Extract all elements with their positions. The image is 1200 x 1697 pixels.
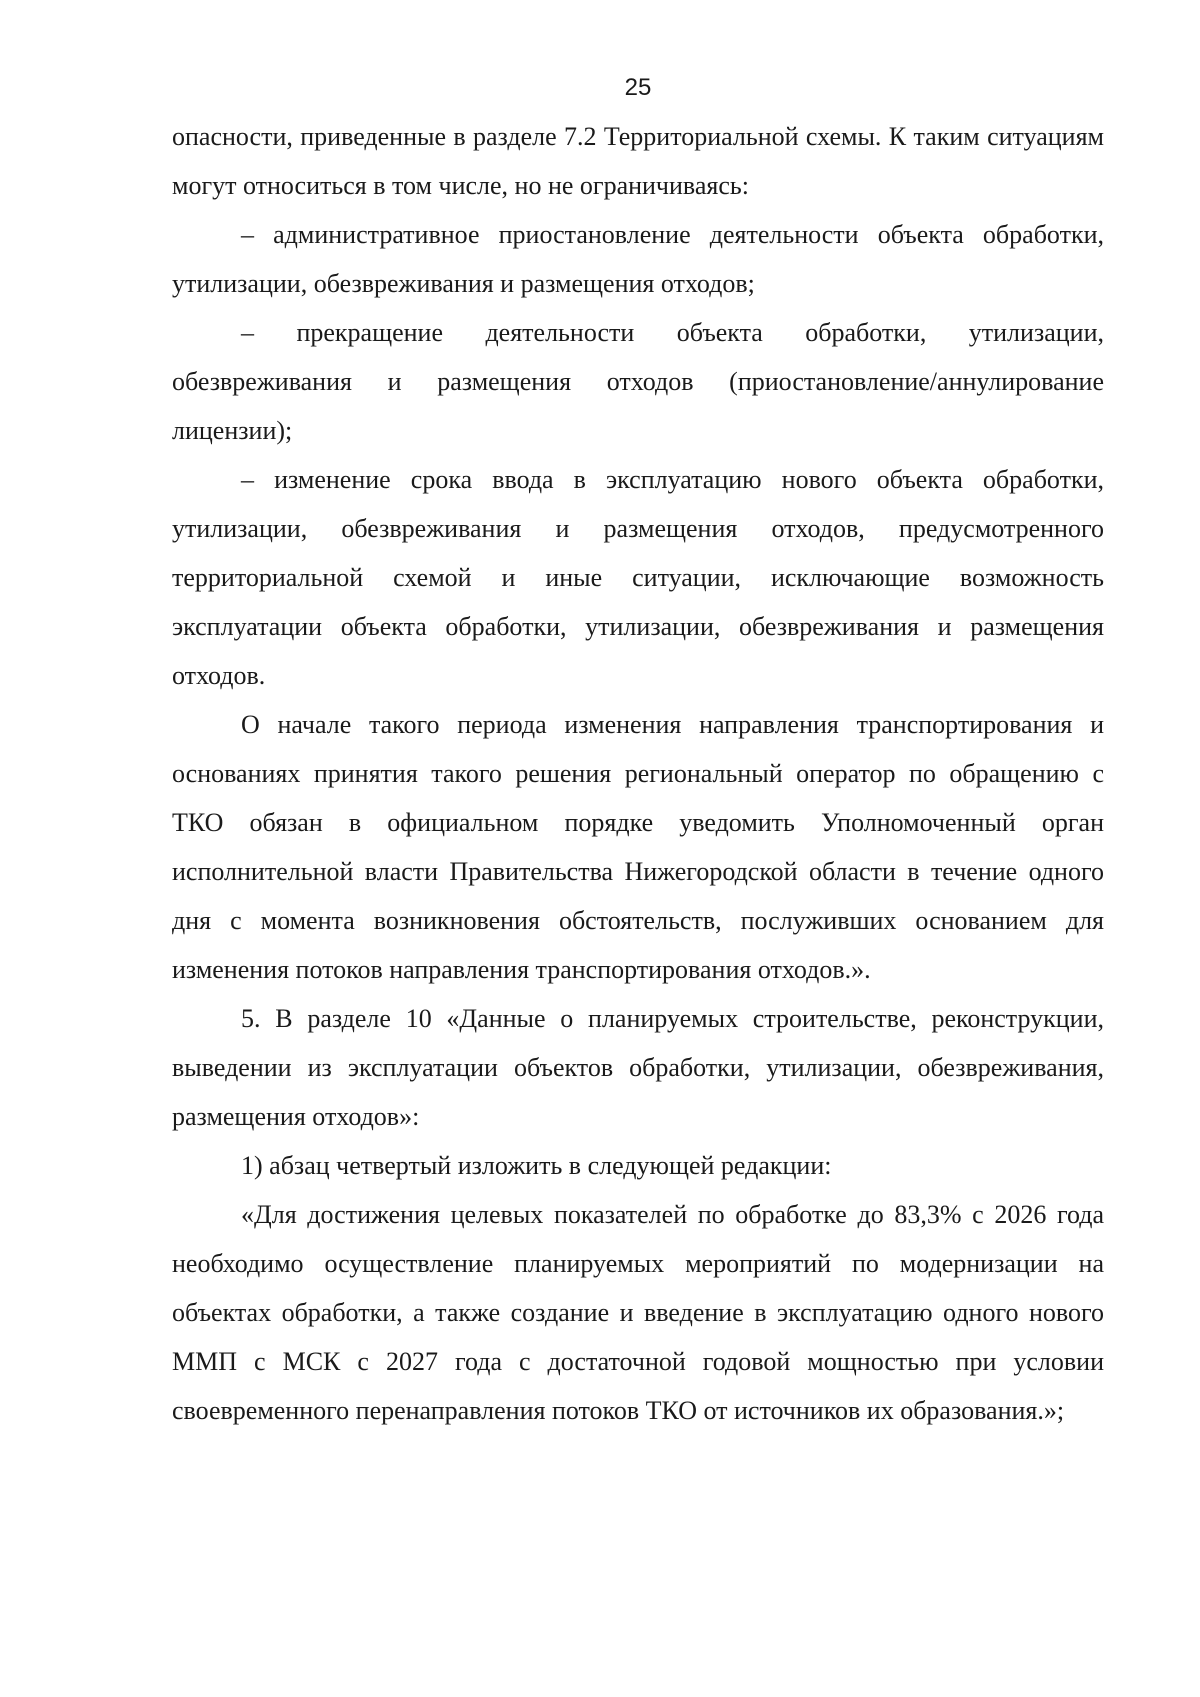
paragraph-continuation: опасности, приведенные в разделе 7.2 Территориальной схемы. К таким ситуациям могут относиться в том числе, но не ограничиваясь: [172, 122, 1104, 200]
page-number: 25 [624, 74, 652, 101]
paragraph-quoted-text: «Для достижения целевых показателей по обработке до 83,3% с 2026 года необходимо осуществление планируемых мероприятий по модернизации на объектах обработки, а также создание и введение в эксплуатацию одного нового ММП с МСК с 2027 года с достаточной годовой мощностью при условии своевременного перенаправления потоков ТКО от источников их образования.»; [172, 1200, 1104, 1425]
paragraph-section-10: 5. В разделе 10 «Данные о планируемых строительстве, реконструкции, выведении из эксплуатации объектов обработки, утилизации, обезвреживания, размещения отходов»: [172, 1004, 1104, 1131]
paragraph-notification: О начале такого периода изменения направления транспортирования и основаниях принятия такого решения региональный оператор по обращению с ТКО обязан в официальном порядке уведомить Уполномоченный орган исполнительной власти Правительства Нижегородской области в течение одного дня с момента возникновения обстоятельств, послуживших основанием для изменения потоков направления транспортирования отходов.». [172, 710, 1104, 984]
list-item-administrative-suspension: – административное приостановление деятельности объекта обработки, утилизации, обезвреживания и размещения отходов; [172, 220, 1104, 298]
paragraph-amendment-item: 1) абзац четвертый изложить в следующей редакции: [241, 1151, 832, 1180]
list-item-commissioning-change: – изменение срока ввода в эксплуатацию нового объекта обработки, утилизации, обезвреживания и размещения отходов, предусмотренного территориальной схемой и иные ситуации, исключающие возможность эксплуатации объекта обработки, утилизации, обезвреживания и размещения отходов. [172, 465, 1104, 690]
list-item-termination: – прекращение деятельности объекта обработки, утилизации, обезвреживания и размещения отходов (приостановление/аннулирование лицензии); [172, 318, 1104, 445]
